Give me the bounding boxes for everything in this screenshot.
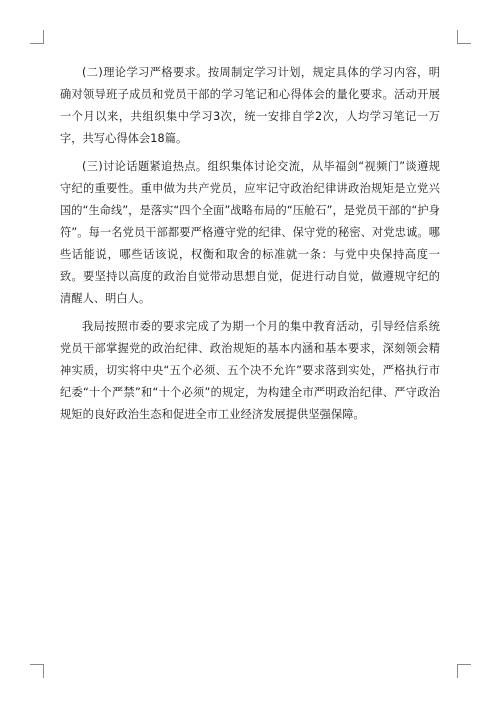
crop-mark-bottom-left (30, 664, 44, 678)
crop-mark-top-right (457, 30, 471, 44)
crop-mark-bottom-right (457, 664, 471, 678)
crop-mark-top-left (30, 30, 44, 44)
document-body (60, 62, 440, 432)
paragraph-summary: 我局按照市委的要求完成了为期一个月的集中教育活动，引导经信系统党员干部掌握党的政治纪律、政治规矩的基本内涵和基本要求，深刻领会精神实质，切实将中央“五个必须、五个决不允许”要求落到实处，严格执行市纪委“十个严禁”和“十个必须”的规定，为构建全市严明政治纪律、严守政治规矩的良好政治生态和促进全市工业经济发展提供坚强保障。 (60, 320, 440, 421)
paragraph-discussion-topics: (三)讨论话题紧追热点。组织集体讨论交流，从毕福剑“视频门”谈遵规守纪的重要性。重申做为共产党员，应牢记守政治纪律讲政治规矩是立党兴国的“生命线”，是落实“四个全面”战略布局的“压舱石”，是党员干部的“护身符”。每一名党员干部都要严格遵守党的纪律、保守党的秘密、对党忠诚。哪些话能说，哪些话该说，权衡和取舍的标准就一条：与党中央保持高度一致。要坚持以高度的政治自觉带动思想自觉，促进行动自觉，做遵规守纪的清醒人、明白人。 (60, 160, 440, 305)
paragraph-study-requirements: (二)理论学习严格要求。按周制定学习计划，规定具体的学习内容，明确对领导班子成员和党员干部的学习笔记和心得体会的量化要求。活动开展一个月以来，共组织集中学习3次，统一安排自学2次，人均学习笔记一万字，共写心得体会18篇。 (60, 66, 440, 145)
